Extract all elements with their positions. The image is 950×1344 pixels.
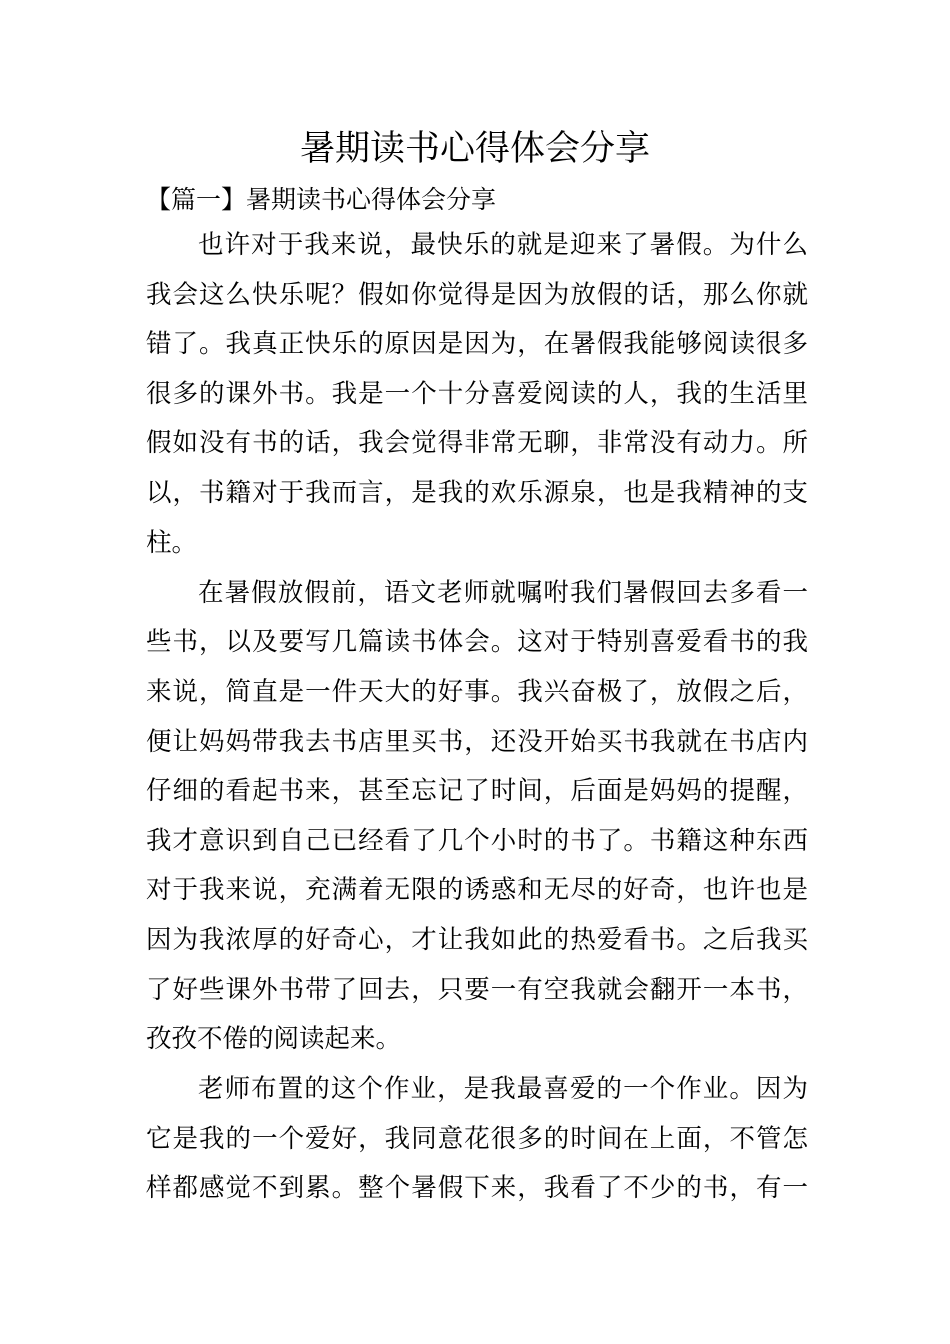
body-text-line: 了好些课外书带了回去，只要一有空我就会翻开一本书， [146, 975, 808, 1005]
body-text-line: 也许对于我来说，最快乐的就是迎来了暑假。为什么 [198, 230, 808, 260]
body-text-line: 因为我浓厚的好奇心，才让我如此的热爱看书。之后我买 [146, 925, 808, 955]
body-text-line: 老师布置的这个作业，是我最喜爱的一个作业。因为 [198, 1074, 808, 1104]
body-text-line: 我才意识到自己已经看了几个小时的书了。书籍这种东西 [146, 826, 808, 856]
body-text-line: 假如没有书的话，我会觉得非常无聊，非常没有动力。所 [146, 428, 808, 458]
body-text-line: 些书，以及要写几篇读书体会。这对于特别喜爱看书的我 [146, 627, 808, 657]
body-text-line: 我会这么快乐呢？假如你觉得是因为放假的话，那么你就 [146, 280, 808, 310]
section-heading: 【篇一】暑期读书心得体会分享 [146, 185, 497, 214]
body-text-line: 柱。 [146, 528, 198, 558]
body-text-line: 很多的课外书。我是一个十分喜爱阅读的人，我的生活里 [146, 379, 808, 409]
body-text-line: 孜孜不倦的阅读起来。 [146, 1024, 402, 1054]
body-text-line: 样都感觉不到累。整个暑假下来，我看了不少的书，有一 [146, 1173, 808, 1203]
body-text-line: 对于我来说，充满着无限的诱惑和无尽的好奇，也许也是 [146, 875, 808, 905]
body-text-line: 以，书籍对于我而言，是我的欢乐源泉，也是我精神的支 [146, 478, 808, 508]
body-text-line: 在暑假放假前，语文老师就嘱咐我们暑假回去多看一 [198, 578, 808, 608]
document-title: 暑期读书心得体会分享 [299, 129, 650, 169]
body-text-line: 错了。我真正快乐的原因是因为，在暑假我能够阅读很多 [146, 329, 808, 359]
body-text-line: 便让妈妈带我去书店里买书，还没开始买书我就在书店内 [146, 727, 808, 757]
body-text-line: 仔细的看起书来，甚至忘记了时间，后面是妈妈的提醒， [146, 776, 808, 806]
body-text-line: 来说，简直是一件天大的好事。我兴奋极了，放假之后， [146, 677, 808, 707]
body-text-line: 它是我的一个爱好，我同意花很多的时间在上面，不管怎 [146, 1124, 808, 1154]
